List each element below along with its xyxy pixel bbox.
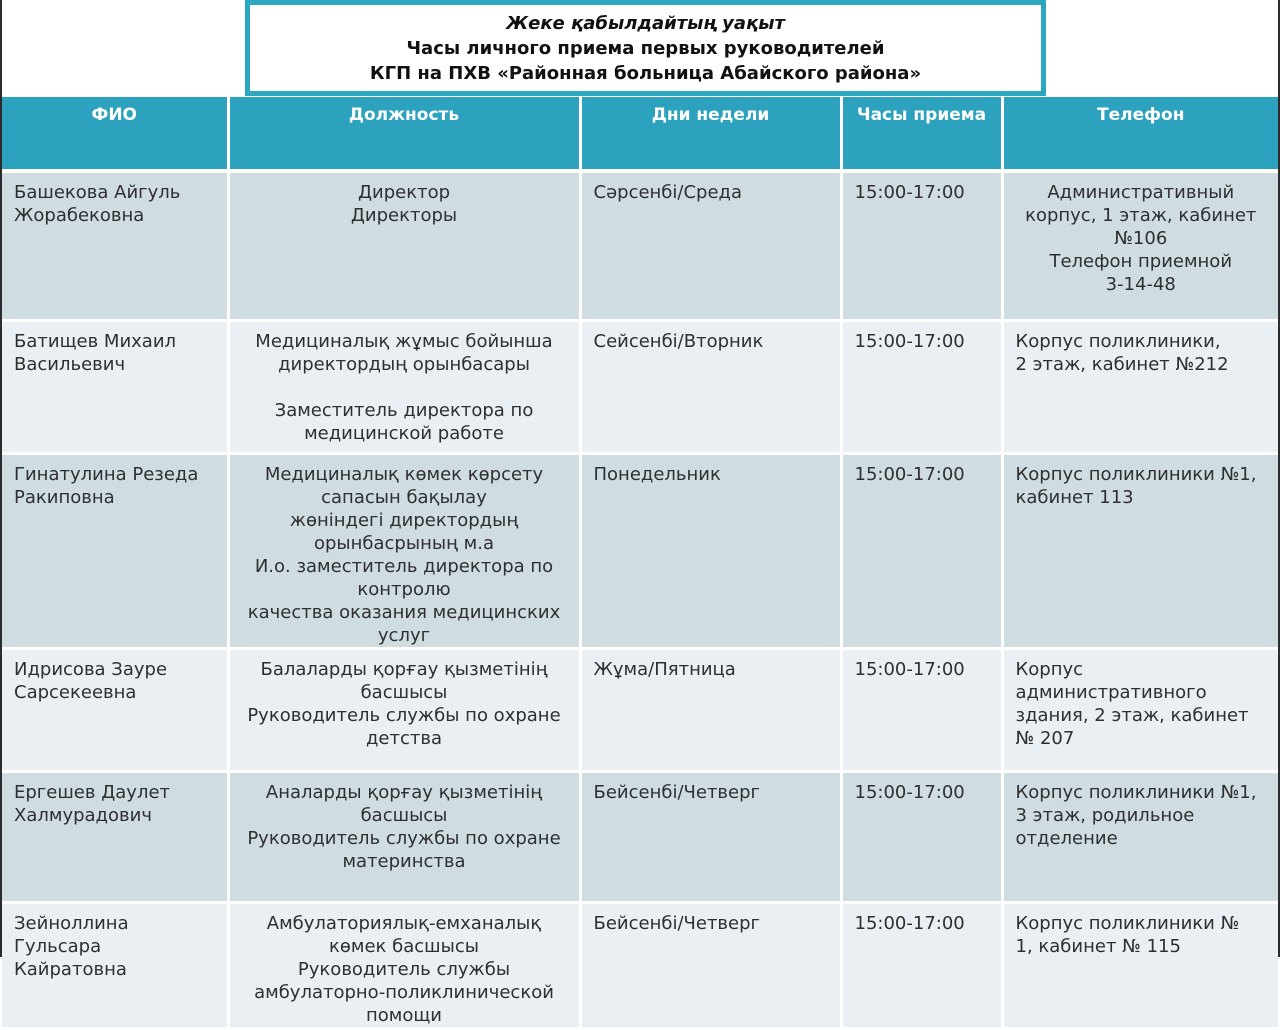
table-row bbox=[2, 771, 1278, 902]
cell-days: Сейсенбі/Вторник bbox=[580, 320, 841, 453]
cell-days: Понедельник bbox=[580, 453, 841, 648]
cell-phone: Корпус административного здания, 2 этаж, кабинет № 207 bbox=[1002, 648, 1278, 771]
cell-name: Гинатулина Резеда Ракиповна bbox=[2, 453, 228, 648]
title-line-russian: Часы личного приема первых руководителей bbox=[406, 37, 885, 59]
cell-hours: 15:00-17:00 bbox=[841, 902, 1002, 1028]
cell-hours: 15:00-17:00 bbox=[841, 648, 1002, 771]
cell-days: Бейсенбі/Четверг bbox=[580, 771, 841, 902]
cell-phone: Корпус поликлиники №1, 3 этаж, родильное отделение bbox=[1002, 771, 1278, 902]
table-row bbox=[2, 171, 1278, 320]
reception-hours-table bbox=[2, 97, 1278, 1030]
cell-phone: Корпус поликлиники, 2 этаж, кабинет №212 bbox=[1002, 320, 1278, 453]
table-row bbox=[2, 320, 1278, 453]
header-name: ФИО bbox=[2, 97, 228, 171]
cell-phone: Корпус поликлиники №1, кабинет 113 bbox=[1002, 453, 1278, 648]
cell-position: Директор Директоры bbox=[228, 171, 580, 320]
title-box bbox=[245, 0, 1046, 96]
header-hours: Часы приема bbox=[841, 97, 1002, 171]
cell-name: Батищев Михаил Васильевич bbox=[2, 320, 228, 453]
cell-name: Башекова Айгуль Жорабековна bbox=[2, 171, 228, 320]
cell-position: Аналарды қорғау қызметінің басшысы Руководитель службы по охране материнства bbox=[228, 771, 580, 902]
header-days: Дни недели bbox=[580, 97, 841, 171]
cell-position: Балаларды қорғау қызметінің басшысы Руководитель службы по охране детства bbox=[228, 648, 580, 771]
cell-name: Зейноллина Гульсара Кайратовна bbox=[2, 902, 228, 1028]
cell-phone: Административный корпус, 1 этаж, кабинет №106 Телефон приемной 3-14-48 bbox=[1002, 171, 1278, 320]
title-line-organization: КГП на ПХВ «Районная больница Абайского района» bbox=[369, 62, 922, 84]
table-row bbox=[2, 648, 1278, 771]
header-position: Должность bbox=[228, 97, 580, 171]
cell-days: Бейсенбі/Четверг bbox=[580, 902, 841, 1028]
cell-days: Сәрсенбі/Среда bbox=[580, 171, 841, 320]
title-line-kazakh: Жеке қабылдайтың уақыт bbox=[506, 12, 785, 34]
cell-position: Медициналық көмек көрсету сапасын бақылау жөніндегі директордың орынбасрының м.а И.о. заместитель директора по контролю качества оказания медицинских услуг bbox=[228, 453, 580, 648]
title-inner bbox=[249, 4, 1042, 92]
cell-hours: 15:00-17:00 bbox=[841, 771, 1002, 902]
cell-name: Ергешев Даулет Халмурадович bbox=[2, 771, 228, 902]
cell-position: Амбулаториялық-емханалық көмек басшысы Руководитель службы амбулаторно-поликлинической помощи bbox=[228, 902, 580, 1028]
header-phone: Телефон bbox=[1002, 97, 1278, 171]
cell-hours: 15:00-17:00 bbox=[841, 453, 1002, 648]
cell-position: Медициналық жұмыс бойынша директордың орынбасары Заместитель директора по медицинской работе bbox=[228, 320, 580, 453]
cell-name: Идрисова Зауре Сарсекеевна bbox=[2, 648, 228, 771]
cell-phone: Корпус поликлиники № 1, кабинет № 115 bbox=[1002, 902, 1278, 1028]
cell-days: Жұма/Пятница bbox=[580, 648, 841, 771]
cell-hours: 15:00-17:00 bbox=[841, 320, 1002, 453]
table-row bbox=[2, 902, 1278, 1028]
table-row bbox=[2, 453, 1278, 648]
cell-hours: 15:00-17:00 bbox=[841, 171, 1002, 320]
table-header-row bbox=[2, 97, 1278, 171]
